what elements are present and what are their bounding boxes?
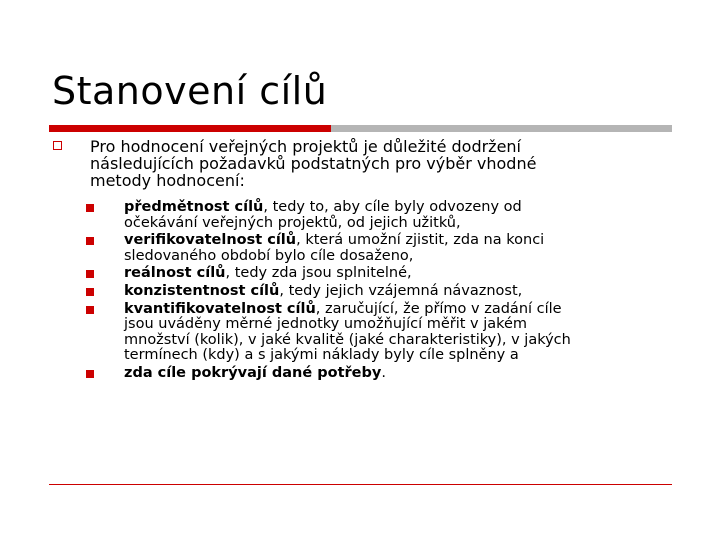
- list-item: [86, 233, 672, 264]
- list-item-term: reálnost cílů: [124, 265, 226, 282]
- list-item-description: , která umožní zjistit, zda na konci sledovaného období bylo cíle dosaženo,: [124, 232, 545, 264]
- list-item-description: , tedy to, aby cíle byly odvozeny od očekávání veřejných projektů, od jejich užitků,: [124, 199, 522, 231]
- list-item-term: kvantifikovatelnost cílů: [124, 300, 316, 317]
- list-item: [86, 284, 672, 300]
- slide-title: Stanovení cílů: [52, 69, 328, 113]
- list-item-term: verifikovatelnost cílů: [124, 232, 297, 249]
- filled-square-bullet-icon: [86, 370, 94, 378]
- list-item-description: , tedy jejich vzájemná návaznost,: [279, 282, 523, 299]
- list-item-text: [124, 266, 672, 282]
- list-item-term: konzistentnost cílů: [124, 282, 280, 299]
- filled-square-bullet-icon: [86, 288, 94, 296]
- list-item-text: [124, 284, 672, 300]
- list-item-text: [124, 302, 672, 364]
- filled-square-bullet-icon: [86, 306, 94, 314]
- list-item-text: [124, 233, 672, 264]
- title-rule-red: [49, 125, 331, 132]
- bottom-rule: [49, 484, 672, 485]
- list-item-description: .: [381, 364, 386, 381]
- list-item-term: předmětnost cílů: [124, 199, 264, 215]
- list-item: [86, 302, 672, 364]
- hollow-square-bullet-icon: [53, 141, 62, 150]
- requirements-list: [86, 200, 672, 384]
- list-item: [86, 366, 672, 382]
- filled-square-bullet-icon: [86, 237, 94, 245]
- filled-square-bullet-icon: [86, 204, 94, 212]
- list-item: [86, 200, 672, 231]
- list-item-term: zda cíle pokrývají dané potřeby: [124, 364, 382, 381]
- list-item-text: [124, 200, 672, 231]
- intro-text: Pro hodnocení veřejných projektů je důležité dodržení následujících požadavků podstatných pro výběr vhodné metody hodnocení:: [90, 137, 537, 190]
- list-item-description: , tedy zda jsou splnitelné,: [225, 265, 412, 282]
- list-item-text: [124, 366, 672, 382]
- list-item: [86, 266, 672, 282]
- list-item-description: , zaručující, že přímo v zadání cíle jsou uváděny měrné jednotky umožňující měřit v jakém množství (kolik), v jaké kvalitě (jaké charakteristiky), v jakých termínech (kdy) a s jakými náklady byly cíle splněny a: [124, 300, 571, 364]
- title-rule-gray: [331, 125, 672, 132]
- intro-bullet-item: [52, 138, 672, 189]
- filled-square-bullet-icon: [86, 270, 94, 278]
